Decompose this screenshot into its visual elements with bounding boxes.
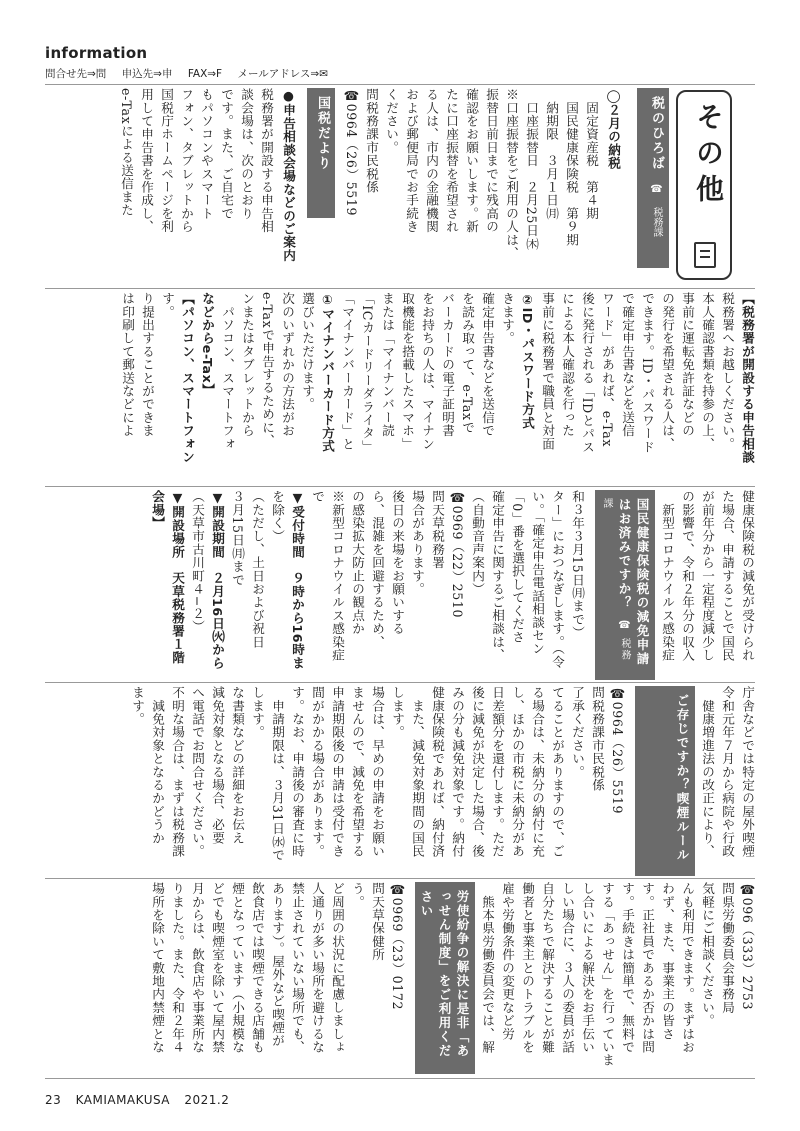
row5-col: りました。また、令和２年４ [170,882,185,1054]
row3-col: 後日の来場をお願いする [390,490,405,636]
row1-col: 談会場は、次のとおり [239,88,254,220]
row2-col: り提出することができま [140,292,155,438]
row4-col: 健康増進法の改正により、 [700,686,715,858]
page-footer [45,1093,239,1107]
row5-col: す。正社員であるか否かは問 [640,882,655,1054]
row3-col: ※新型コロナウイルス感染症 [330,490,345,662]
row5-col: 雇や労働条件の変更など労 [500,882,515,1041]
row5-col: しい場合に、３人の委員が話 [560,882,575,1054]
row-5 [45,882,755,1074]
row1-col: 振替日前日までに残高の [484,88,499,234]
row3-col: の影響で、令和２年分の収入 [680,490,695,662]
smoke-tag-label: ご存じですか？喫煙ルール [675,694,690,862]
row1-col: です。また、ご自宅で [219,88,234,220]
header-rule [45,84,755,85]
row5-col: 問天草保健所 [370,882,385,962]
row1-col: 口座振替日 ２月25日㈭ [524,88,539,251]
row2-heading: などからe-Tax】 [200,292,215,397]
row5-col: ☎0969（23）0172 [390,882,405,1011]
row4-col: します。 [390,686,405,739]
row3-col: で [310,490,325,504]
row4-col: 後に減免が決定した場合、後 [470,686,485,858]
row5-col: 働者と事業主とのトラブルを [520,882,535,1054]
row2-col: の発行を希望される人は、 [660,292,675,451]
row3-col: い。「確定申告電話相談セン [530,490,545,656]
row1-col: 確認をお願いします。新 [464,88,479,234]
legend-apply: 申込先⇒申 [121,68,173,80]
row4-col: ☎0964（26）5519 [610,686,625,815]
row2-col: e-Taxで申告するために、 [260,292,275,448]
row-4 [45,686,755,876]
row4-col: 場合は、早めの申請をお願い [370,686,385,858]
row2-col: ワード」があれば、e-Tax [600,292,615,448]
row2-col: 後に発行される「IDとパス [580,292,595,454]
row2-col: バーカードの電子証明書 [440,292,455,438]
row2-col: 「マイナンバーカード」と [340,292,355,451]
row4-col: ませんので、減免を希望する [350,686,365,858]
row4-col: 健康保険税であれば、納付済 [430,686,445,858]
row5-col: する「あっせん」を行っていま [600,882,615,1067]
row2-col: きます。 [500,292,515,345]
category-label: その他 [692,102,725,210]
row-rule [45,878,755,879]
row1-col: フォン、タブレットから [179,88,194,234]
row4-col: へ電話でお問合せください。 [190,686,205,858]
document-icon [694,242,716,268]
labor-tag [415,882,475,1074]
row3-col: 「0」番を選択してくださ [510,490,525,644]
row4-col: る場合は、未納分の納付に充 [530,686,545,858]
row4-col: 申請期限は、３月31日㈬で [270,686,285,862]
row1-col: 税務署が開設する申告相 [259,88,274,234]
row2-col: は印刷して郵送などによ [120,292,135,438]
row1-col: ください。 [384,88,399,154]
category-box [676,90,732,280]
row3-heading: ▼開設期間 ２月16日㈫から [210,490,225,670]
row2-col: 事前に運転免許証などの [680,292,695,438]
row1-col: たに口座振替を希望され [444,88,459,234]
row4-col: す。なお、申請後の審査に時 [290,686,305,858]
row3-col: 確定申告に関するご相談は、 [490,490,505,662]
tax-dayori-tag-label: 国税だより [315,96,330,171]
row-rule [45,288,755,289]
row3-col: 新型コロナウイルス感染症 [660,490,675,662]
smoke-tag [635,686,695,876]
row4-col: また、減免対象期間の国民 [410,686,425,858]
row5-col: 熊本県労働委員会では、解 [480,882,495,1054]
publication-name: KAMIAMAKUSA [75,1093,171,1107]
row4-col: します。 [250,686,265,739]
row3-col: の感染拡大防止の観点か [350,490,365,636]
row3-col: 場合があります。 [410,490,425,596]
row-2 [45,292,755,484]
row3-col: た場合、申請することで国民 [720,490,735,662]
nhi-tag-dept: 税務課 [601,498,630,662]
row5-col: 人通りが多い場所を避けるな [310,882,325,1054]
row1-col: 国税庁ホームページを利 [159,88,174,234]
row-rule [45,486,755,487]
row3-col: 和３年３月15日㈪まで） [570,490,585,640]
row5-col: あります）。屋外など喫煙が [270,882,285,1048]
row2-col: 確定申告書などを送信で [480,292,495,438]
row5-col: 飲食店では喫煙できる店舗も [250,882,265,1054]
row1-col: ※口座振替をご利用の人は、 [504,88,519,260]
row4-col: 間がかかる場合があります。 [310,686,325,858]
row3-heading: ▼受付時間 ９時から16時ま [290,490,305,670]
row2-col: 税務署へお越しください。 [720,292,735,451]
row2-col: による本人確認を行った [560,292,575,438]
row1-col: 問税務課市民税係 [364,88,379,194]
row2-heading: 【税務署が開設する申告相談 [740,292,755,464]
footer-rule [45,1078,755,1079]
tax-plaza-tag [637,88,669,268]
row3-col: 健康保険税の減免が受けられ [740,490,755,662]
row2-heading: ①マイナンバーカード方式 [320,292,335,453]
row5-col: 問県労働委員会事務局 [720,882,735,1014]
row1-col: 国民健康保険税 第９期 [564,88,579,247]
row3-col: ３月15日㈪まで [230,490,245,587]
row4-col: 了承ください。 [570,686,585,779]
row3-heading: ▼開設場所 天草税務署１階 [170,490,185,664]
row4-col: 問税務課市民税係 [590,686,605,792]
row2-heading: ②ID・パスワード方式 [520,292,535,430]
row3-col: （ただし、土日および祝日 [250,490,265,649]
issue-date: 2021.2 [184,1093,230,1107]
row2-col: できます。ID・パスワード [640,292,655,454]
row4-col: 不明な場合は、まずは税務課 [170,686,185,858]
row1-col: e-Taxによる送信また [119,88,134,217]
row2-col: 次のいずれかの方法がお [280,292,295,438]
row2-col: 取機能を搭載したスマホ」 [400,292,415,451]
row5-col: 場所を除いて敷地内禁煙とな [150,882,165,1054]
row4-col: みの分も減免対象です。納付 [450,686,465,858]
tax-plaza-tag-label: 税のひろば [649,96,664,171]
legend [45,66,340,81]
row-rule [45,682,755,683]
nhi-tag-label: 国民健康保険税の減免申請はお済みですか？ [617,498,650,666]
plaza-heading: ◯２月の納税 [606,88,621,170]
row1-col: る人は、市内の金融機関 [424,88,439,234]
phone-icon: ☎ [619,619,630,633]
row1-col: ☎0964（26）5519 [344,88,359,217]
phone-icon: ☎ [651,183,662,195]
row5-col: 気軽にご相談ください。 [700,882,715,1028]
row1-col: 固定資産税 第４期 [584,88,599,220]
row3-col: を除く） [270,490,285,543]
row2-col: 事前に税務署で職員と対面 [540,292,555,451]
row4-col: 庁舎などでは特定の屋外喫煙 [740,686,755,858]
row3-col: （天草市古川町４−２） [190,490,205,634]
tax-plaza-tag-dept: 税務課 [651,207,662,238]
row1-col: もパソコンやスマート [199,88,214,220]
dayori-heading: ●申告相談会場などのご案内 [281,88,296,262]
row5-col: んも利用できます。まずはお [680,882,695,1054]
row3-heading: 会場】 [150,490,165,530]
row4-col: 日差額分を還付します。ただ [490,686,505,858]
row1-col: および郵便局でお手続き [404,88,419,234]
row5-col: 煙となっています（小規模な [230,882,245,1054]
row5-col: し合いによる解決をお手伝い [580,882,595,1054]
row3-col: 問天草税務署 [430,490,445,570]
row2-col: 本人確認書類を持参の上、 [700,292,715,451]
row2-col: をお持ちの人は、マイナン [420,292,435,451]
tax-dayori-tag [307,88,335,218]
row4-col: てることがありますので、ご [550,686,565,858]
row2-col: す。 [160,292,175,319]
row1-col: 用して申告書を作成し、 [139,88,154,234]
row2-heading: 【パソコン、スマートフォン [180,292,195,464]
row2-col: ンまたはタブレットから [240,292,255,438]
row5-col: う。 [350,882,365,909]
row-3 [45,490,755,680]
row2-col: を読み取って、e-Taxで [460,292,475,434]
legend-inquiry: 問合せ先⇒問 [45,68,107,80]
row1-col: 納期限 ３月１日㈪ [544,88,559,220]
row5-col: ☎096（333）2753 [740,882,755,1011]
nhi-tag [595,490,655,680]
row2-col: 「ICカードリーダライタ」 [360,292,375,454]
legend-email: メールアドレス⇒✉ [237,68,329,80]
labor-tag-label: 労使紛争の解決に是非「あっせん制度」をご利用ください [419,890,470,1058]
row3-col: （自動音声案内） [470,490,485,596]
row2-col: で確定申告書などを送信 [620,292,635,438]
row5-col: 月からは、飲食店や事業所な [190,882,205,1054]
row-1 [45,88,755,286]
row4-col: 令和元年７月から病院や行政 [720,686,735,858]
legend-fax: FAX⇒F [187,68,223,80]
info-header-title: information [45,44,148,62]
row5-col: わず、また、事業主の皆さ [660,882,675,1041]
page-number: 23 [45,1093,62,1107]
row2-col: パソコン、スマートフォ [220,292,235,451]
row5-col: ど周囲の状況に配慮しましょ [330,882,345,1054]
row3-col: ☎0969（22）2510 [450,490,465,619]
row5-col: どでも喫煙室を除いて屋内禁 [210,882,225,1054]
row3-col: ら、混雑を回避するため、 [370,490,385,649]
row4-col: し、ほかの市税に未納分があ [510,686,525,858]
row4-col: 申請期限後の申請は受付でき [330,686,345,858]
row2-col: または「マイナンバー読 [380,292,395,438]
row4-col: な書類などの詳細をお伝え [230,686,245,845]
row3-col: ター」におつなぎします。（令 [550,490,565,669]
row5-col: す。手続きは簡単で、無料で [620,882,635,1054]
row3-col: が前年分から一定程度減少し [700,490,715,662]
row4-col: ます。 [130,686,145,726]
row4-col: 減免対象となるかどうか [150,686,165,845]
row4-col: 減免対象となる場合、必要 [210,686,225,845]
row5-col: 自分たちで解決することが難 [540,882,555,1054]
row2-col: 選びいただけます。 [300,292,315,411]
row5-col: 禁止されていない場所でも、 [290,882,305,1054]
